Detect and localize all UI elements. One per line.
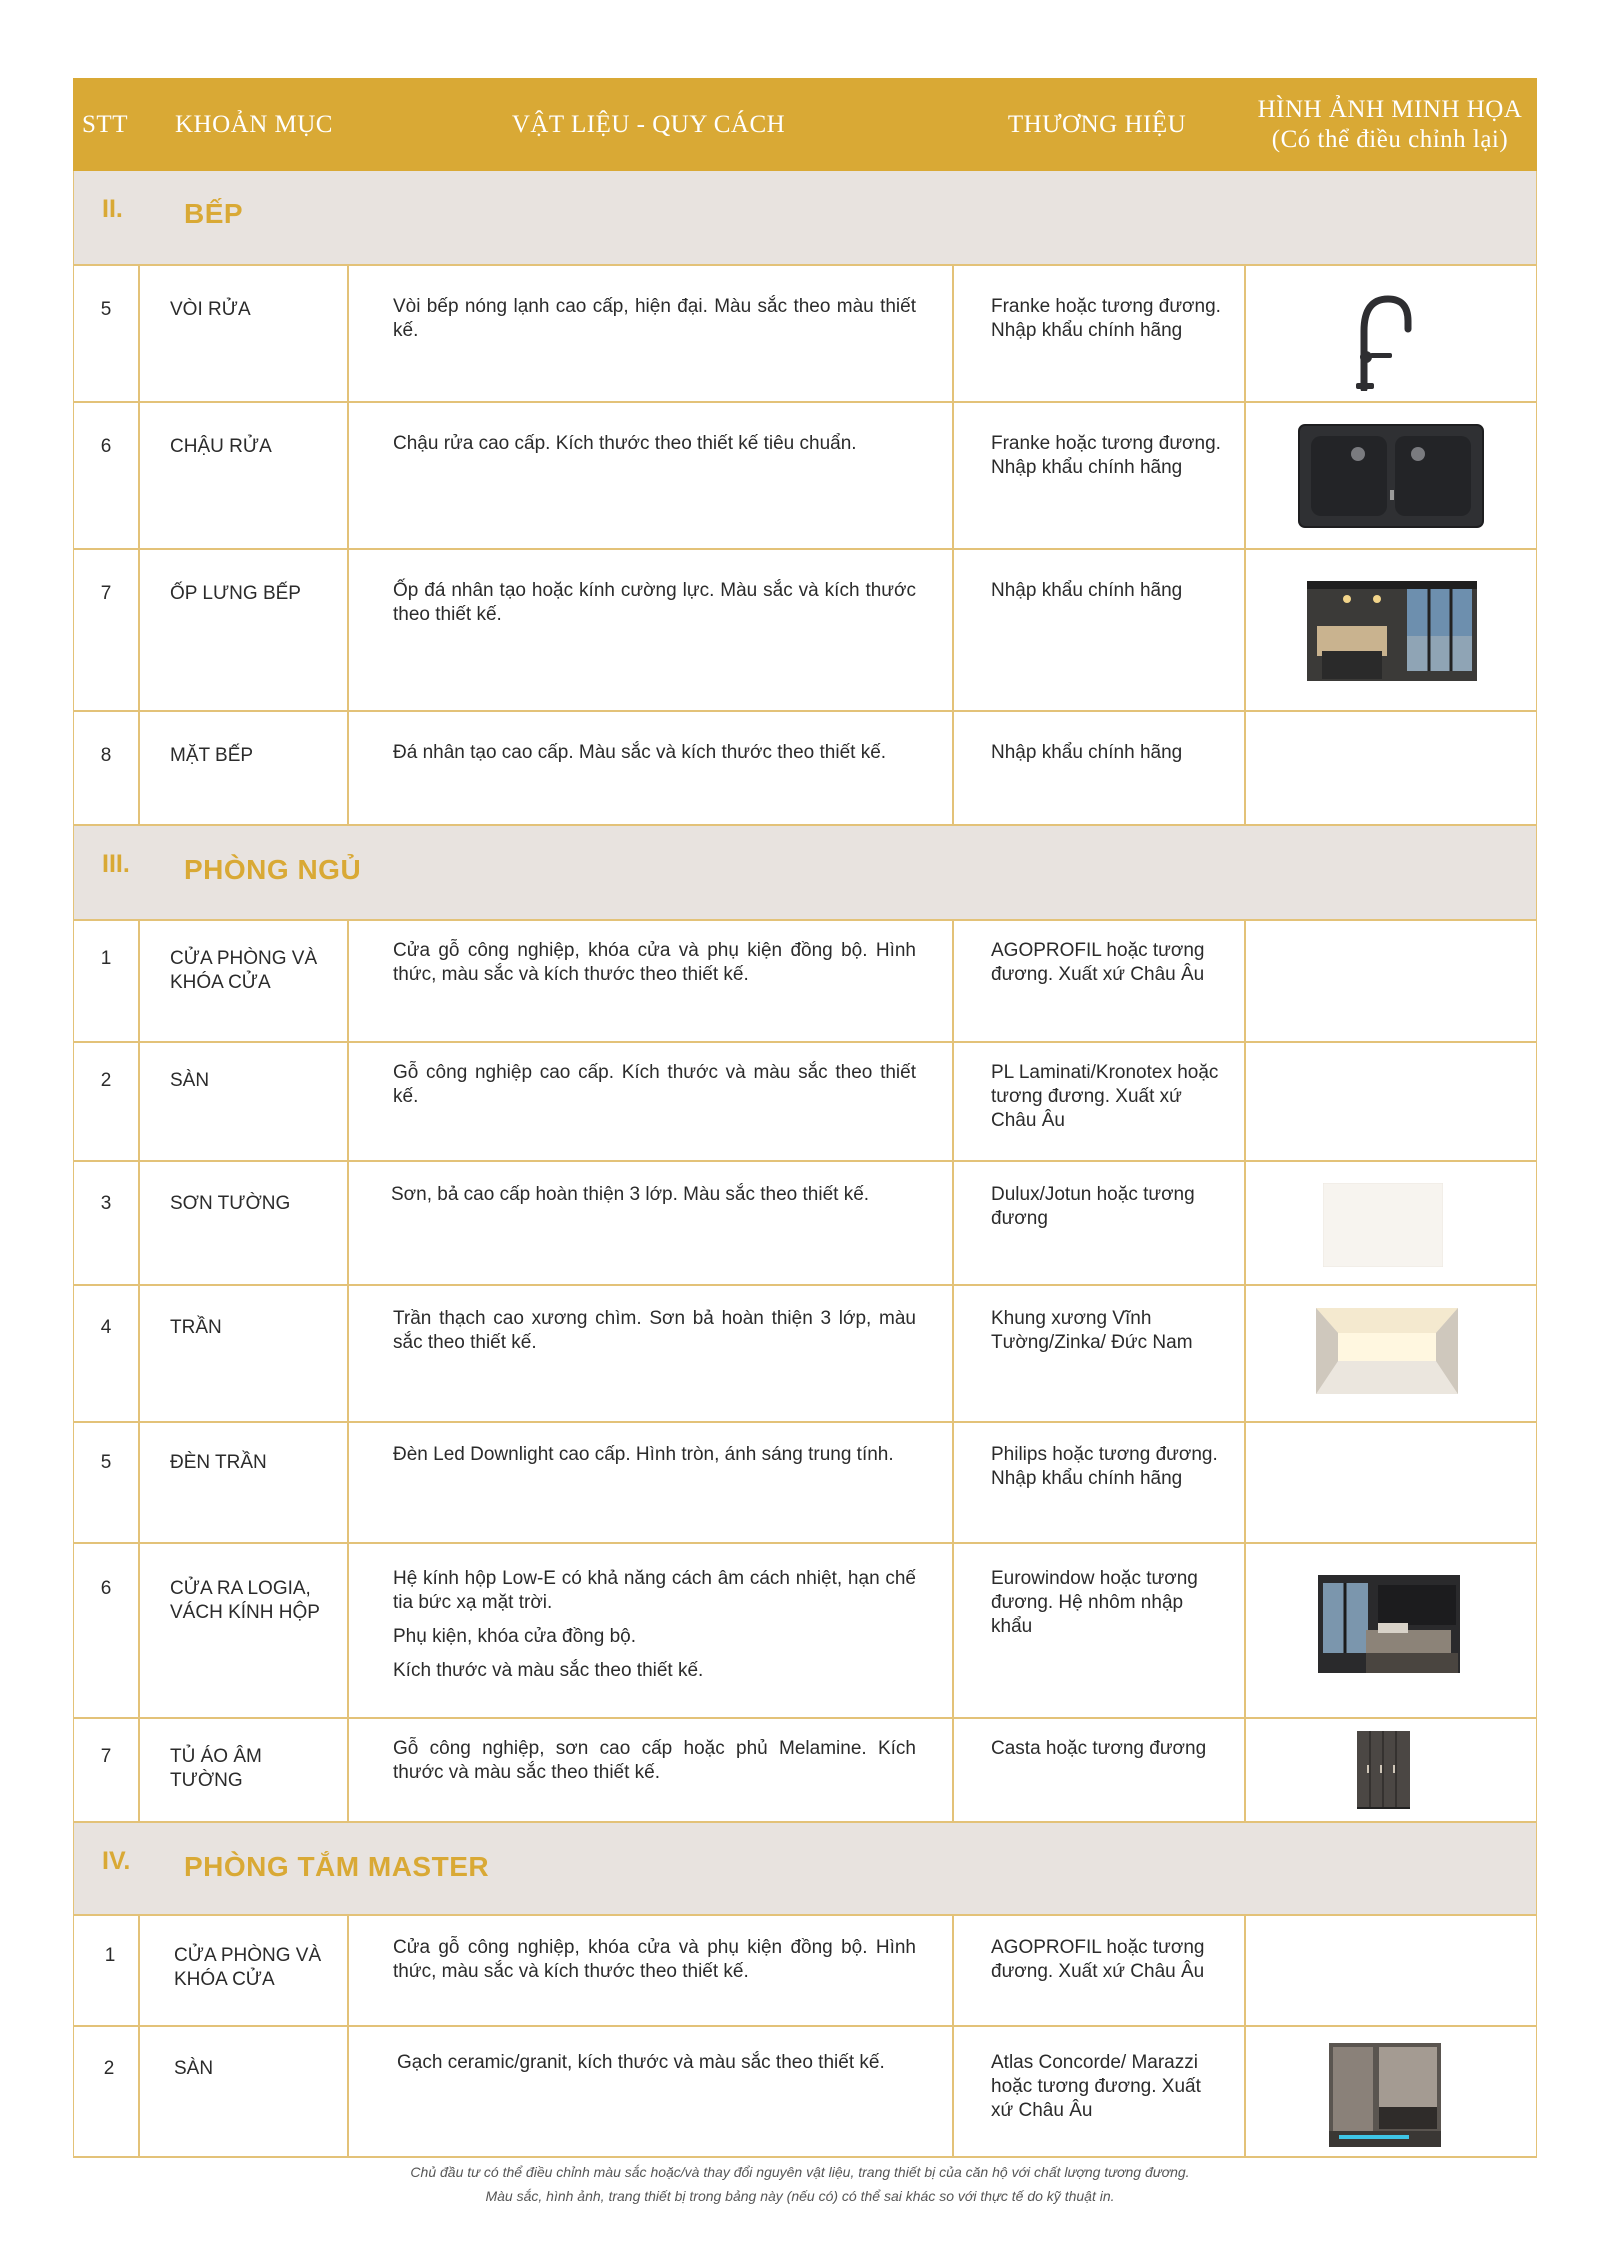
section-number: II. — [102, 195, 123, 223]
row-material — [347, 2027, 952, 2156]
material-text: Cửa gỗ công nghiệp, khóa cửa và phụ kiện đồng bộ. Hình thức, màu sắc và kích thước theo thiết kế. — [393, 940, 916, 985]
material-text: Ốp đá nhân tạo hoặc kính cường lực. Màu sắc và kích thước theo thiết kế. — [393, 580, 916, 625]
row-brand: PL Laminati/Kronotex hoặc tương đương. Xuất xứ Châu Âu — [952, 1043, 1244, 1160]
row-item: CHẬU RỬA — [138, 403, 347, 548]
faucet-icon — [1346, 291, 1431, 391]
row-item: SÀN — [138, 2027, 347, 2156]
material-text: Phụ kiện, khóa cửa đồng bộ. — [393, 1626, 637, 1647]
row-item: CỬA PHÒNG VÀ KHÓA CỬA — [138, 921, 347, 1041]
header-stt: STT — [82, 110, 128, 138]
material-text: Cửa gỗ công nghiệp, khóa cửa và phụ kiện đồng bộ. Hình thức, màu sắc và kích thước theo thiết kế. — [393, 1937, 916, 1982]
row-stt: 6 — [100, 1578, 112, 1599]
material-text: Trần thạch cao xương chìm. Sơn bả hoàn thiện 3 lớp, màu sắc theo thiết kế. — [393, 1308, 916, 1353]
header-image-line1: HÌNH ẢNH MINH HỌA — [1257, 95, 1523, 123]
material-text: Đá nhân tạo cao cấp. Màu sắc và kích thước theo thiết kế. — [393, 742, 887, 763]
row-material — [347, 1916, 952, 2025]
row-brand: Eurowindow hoặc tương đương. Hệ nhôm nhập khẩu — [952, 1544, 1244, 1717]
row-material — [347, 266, 952, 401]
row-brand: Khung xương Vĩnh Tường/Zinka/ Đức Nam — [952, 1286, 1244, 1421]
table-row — [73, 548, 1537, 710]
row-stt: 5 — [100, 299, 112, 320]
row-brand: Philips hoặc tương đương. Nhập khẩu chính hãng — [952, 1423, 1244, 1542]
row-material — [347, 403, 952, 548]
bedroom-photo-icon — [1318, 1575, 1460, 1673]
section-number: III. — [102, 850, 130, 878]
row-stt: 2 — [103, 2058, 115, 2079]
sink-icon — [1298, 424, 1484, 528]
row-material — [347, 1043, 952, 1160]
section-title: PHÒNG NGỦ — [184, 854, 362, 885]
header-image-line2: (Có thể điều chỉnh lại) — [1271, 125, 1509, 153]
row-brand: Nhập khẩu chính hãng — [952, 550, 1244, 710]
material-text: Gỗ công nghiệp, sơn cao cấp hoặc phủ Melamine. Kích thước và màu sắc theo thiết kế. — [393, 1738, 916, 1783]
row-brand: Dulux/Jotun hoặc tương đương — [952, 1162, 1244, 1284]
table-row — [73, 1914, 1537, 2025]
section-bedroom — [73, 824, 1537, 919]
spec-table — [73, 78, 1537, 2158]
table-row — [73, 2025, 1537, 2158]
header-item: KHOẢN MỤC — [175, 110, 333, 138]
row-material — [347, 921, 952, 1041]
row-item: ỐP LƯNG BẾP — [138, 550, 347, 710]
row-stt: 3 — [100, 1193, 112, 1214]
table-row — [73, 401, 1537, 548]
row-stt: 1 — [104, 1945, 116, 1966]
row-item: ĐÈN TRẦN — [138, 1423, 347, 1542]
row-material — [347, 1423, 952, 1542]
ceiling-photo-icon — [1316, 1308, 1458, 1394]
row-image — [1244, 921, 1538, 1041]
row-image — [1244, 266, 1538, 401]
table-row — [73, 1160, 1537, 1284]
row-stt: 4 — [100, 1317, 112, 1338]
row-stt: 6 — [100, 436, 112, 457]
row-material — [347, 712, 952, 824]
table-row — [73, 1284, 1537, 1421]
row-item: VÒI RỬA — [138, 266, 347, 401]
section-title: PHÒNG TẮM MASTER — [184, 1851, 490, 1882]
row-image — [1244, 712, 1538, 824]
row-item: CỬA RA LOGIA, VÁCH KÍNH HỘP — [138, 1544, 347, 1717]
header-image — [1243, 95, 1537, 155]
row-item: CỬA PHÒNG VÀ KHÓA CỬA — [138, 1916, 347, 2025]
row-brand: AGOPROFIL hoặc tương đương. Xuất xứ Châu Âu — [952, 1916, 1244, 2025]
row-stt: 5 — [100, 1452, 112, 1473]
table-row — [73, 1542, 1537, 1717]
bathroom-photo-icon — [1329, 2043, 1441, 2147]
material-text: Gỗ công nghiệp cao cấp. Kích thước và màu sắc theo thiết kế. — [393, 1062, 916, 1107]
table-row — [73, 1421, 1537, 1542]
row-brand: Franke hoặc tương đương. Nhập khẩu chính hãng — [952, 403, 1244, 548]
row-image — [1244, 550, 1538, 710]
row-image — [1244, 1544, 1538, 1717]
header-material: VẬT LIỆU - QUY CÁCH — [511, 110, 786, 138]
row-image — [1244, 2027, 1538, 2156]
row-brand: Atlas Concorde/ Marazzi hoặc tương đương. Xuất xứ Châu Âu — [952, 2027, 1244, 2156]
table-row — [73, 1717, 1537, 1821]
row-item: SƠN TƯỜNG — [138, 1162, 347, 1284]
row-brand: AGOPROFIL hoặc tương đương. Xuất xứ Châu Âu — [952, 921, 1244, 1041]
material-text: Vòi bếp nóng lạnh cao cấp, hiện đại. Màu sắc theo màu thiết kế. — [393, 296, 916, 341]
row-stt: 8 — [100, 745, 112, 766]
table-row — [73, 919, 1537, 1041]
footnote — [0, 2160, 1600, 2208]
table-header — [73, 78, 1537, 171]
row-image — [1244, 1043, 1538, 1160]
kitchen-photo-icon — [1307, 581, 1477, 681]
footnote-line1: Chủ đầu tư có thể điều chỉnh màu sắc hoặc/và thay đổi nguyên vật liệu, trang thiết bị của căn hộ với chất lượng tương đương. — [410, 2164, 1190, 2180]
material-text: Chậu rửa cao cấp. Kích thước theo thiết kế tiêu chuẩn. — [393, 433, 857, 454]
section-master-bathroom — [73, 1821, 1537, 1914]
table-row — [73, 1041, 1537, 1160]
row-brand: Franke hoặc tương đương. Nhập khẩu chính hãng — [952, 266, 1244, 401]
row-brand: Nhập khẩu chính hãng — [952, 712, 1244, 824]
row-material — [347, 1719, 952, 1821]
row-image — [1244, 1162, 1538, 1284]
row-stt: 7 — [100, 583, 112, 604]
row-material — [347, 550, 952, 710]
row-material — [347, 1544, 952, 1717]
material-text: Hệ kính hộp Low-E có khả năng cách âm cách nhiệt, hạn chế tia bức xạ mặt trời. — [393, 1568, 916, 1613]
row-image — [1244, 1719, 1538, 1821]
material-text: Đèn Led Downlight cao cấp. Hình tròn, ánh sáng trung tính. — [393, 1444, 894, 1465]
row-stt: 7 — [100, 1746, 112, 1767]
row-material — [347, 1286, 952, 1421]
material-text: Gạch ceramic/granit, kích thước và màu sắc theo thiết kế. — [397, 2052, 885, 2073]
footnote-line2: Màu sắc, hình ảnh, trang thiết bị trong bảng này (nếu có) có thể sai khác so với thực tế do kỹ thuật in. — [485, 2188, 1115, 2204]
material-text: Kích thước và màu sắc theo thiết kế. — [393, 1660, 704, 1681]
section-kitchen — [73, 171, 1537, 264]
row-stt: 2 — [100, 1070, 112, 1091]
row-item: TỦ ÁO ÂM TƯỜNG — [138, 1719, 347, 1821]
header-brand: THƯƠNG HIỆU — [1007, 110, 1187, 138]
row-material — [347, 1162, 952, 1284]
row-image — [1244, 1286, 1538, 1421]
row-item: TRẦN — [138, 1286, 347, 1421]
section-number: IV. — [102, 1847, 131, 1875]
row-stt: 1 — [100, 948, 112, 969]
table-row — [73, 710, 1537, 824]
table-row — [73, 264, 1537, 401]
row-item: MẶT BẾP — [138, 712, 347, 824]
row-image — [1244, 1423, 1538, 1542]
row-item: SÀN — [138, 1043, 347, 1160]
row-brand: Casta hoặc tương đương — [952, 1719, 1244, 1821]
material-text: Sơn, bả cao cấp hoàn thiện 3 lớp. Màu sắc theo thiết kế. — [391, 1184, 870, 1205]
row-image — [1244, 1916, 1538, 2025]
row-image — [1244, 403, 1538, 548]
wardrobe-icon — [1357, 1731, 1410, 1809]
paint-swatch-icon — [1323, 1183, 1443, 1267]
section-title: BẾP — [184, 198, 244, 229]
